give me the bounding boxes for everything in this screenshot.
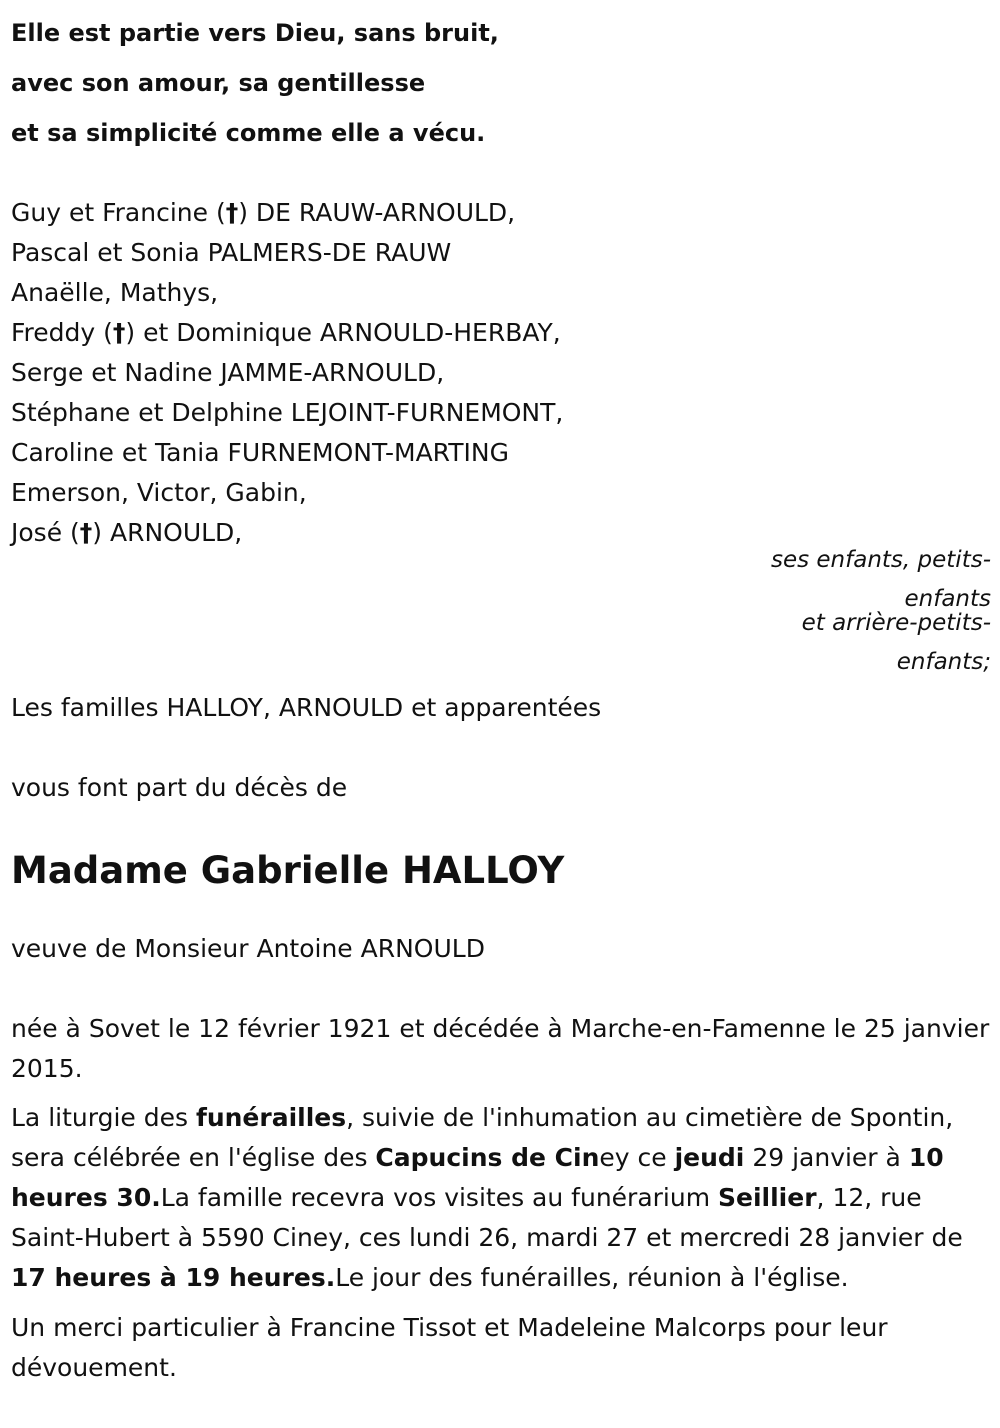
- family-line-9-end: ) ARNOULD,: [92, 518, 243, 547]
- funeral-bold-4: 10 heures 30.: [11, 1143, 944, 1212]
- relation-great-grandchildren: et arrière-petits-enfants;: [801, 610, 991, 675]
- funeral-text-1: La liturgie des: [11, 1103, 196, 1132]
- family-line-8: Emerson, Victor, Gabin,: [11, 478, 307, 507]
- family-line-4-start: Freddy (: [11, 318, 113, 347]
- family-line-2: Pascal et Sonia PALMERS-DE RAUW: [11, 238, 452, 267]
- birth-death-paragraph: née à Sovet le 12 février 1921 et décédée à Marche-en-Famenne le 25 janvier 2015.: [11, 1014, 990, 1083]
- deceased-name: Madame Gabrielle HALLOY: [11, 849, 565, 892]
- cross-icon: †: [225, 198, 239, 227]
- funeral-text-4: 29 janvier à: [744, 1143, 909, 1172]
- intro-line-1: Elle est partie vers Dieu, sans bruit,: [11, 19, 499, 47]
- funeral-text-7: Le jour des funérailles, réunion à l'église.: [335, 1263, 849, 1292]
- funeral-bold-2: Capucins de Cin: [375, 1143, 600, 1172]
- family-line-3: Anaëlle, Mathys,: [11, 278, 219, 307]
- funeral-bold-5: Seillier: [718, 1183, 817, 1212]
- funeral-text-2: , suivie de l'inhumation au cimetière de Spontin, sera célébrée en l'église des: [11, 1103, 954, 1172]
- funeral-bold-6: 17 heures à 19 heures.: [11, 1263, 336, 1292]
- family-line-7: Caroline et Tania FURNEMONT-MARTING: [11, 438, 509, 467]
- family-line-1-end: ) DE RAUW-ARNOULD,: [238, 198, 516, 227]
- funeral-text-3: ey ce: [599, 1143, 675, 1172]
- funeral-bold-1: funérailles: [195, 1103, 347, 1132]
- family-line-5: Serge et Nadine JAMME-ARNOULD,: [11, 358, 445, 387]
- announce-line: vous font part du décès de: [11, 773, 348, 802]
- cross-icon: †: [79, 518, 93, 547]
- relation-note: [749, 541, 991, 682]
- family-line-9-start: José (: [11, 518, 80, 547]
- funeral-paragraph: [11, 1098, 991, 1298]
- relation-children: ses enfants, petits-enfants: [770, 547, 991, 612]
- family-line-4: [11, 313, 991, 353]
- funeral-text-6: , 12, rue Saint-Hubert à 5590 Ciney, ces lundi 26, mardi 27 et mercredi 28 janvier de: [11, 1183, 963, 1252]
- family-line-6: Stéphane et Delphine LEJOINT-FURNEMONT,: [11, 398, 564, 427]
- funeral-text-5: La famille recevra vos visites au funérarium: [160, 1183, 719, 1212]
- intro-line-2: avec son amour, sa gentillesse: [11, 69, 426, 97]
- obituary-notice: [11, 0, 991, 1388]
- family-line-1: [11, 193, 991, 233]
- thanks-paragraph: Un merci particulier à Francine Tissot et Madeleine Malcorps pour leur dévouement.: [11, 1313, 888, 1382]
- cross-icon: †: [112, 318, 126, 347]
- funeral-bold-3: jeudi: [674, 1143, 745, 1172]
- family-list: [11, 193, 991, 553]
- widow-line: veuve de Monsieur Antoine ARNOULD: [11, 934, 485, 963]
- intro-line-3: et sa simplicité comme elle a vécu.: [11, 119, 486, 147]
- families-line: Les familles HALLOY, ARNOULD et apparentées: [11, 693, 602, 722]
- intro-verse: [11, 0, 991, 158]
- family-line-1-start: Guy et Francine (: [11, 198, 226, 227]
- family-line-4-end: ) et Dominique ARNOULD-HERBAY,: [125, 318, 561, 347]
